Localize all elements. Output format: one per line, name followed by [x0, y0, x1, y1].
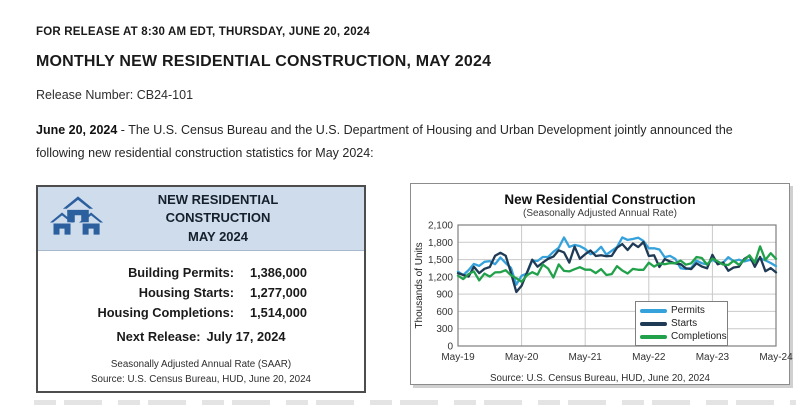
svg-text:Thousands of Units: Thousands of Units [414, 242, 425, 329]
houses-icon [50, 196, 106, 242]
building-permits-row [54, 265, 348, 280]
summary-box-header [38, 187, 364, 251]
starts-line-swatch [640, 322, 667, 326]
svg-text:1,500: 1,500 [427, 255, 453, 267]
legend-row-starts [640, 317, 723, 330]
chart-panel [410, 183, 793, 385]
chart-legend [635, 301, 728, 346]
housing-completions-value: 1,514,000 [250, 305, 307, 320]
housing-completions-label: Housing Completions: [97, 305, 234, 320]
svg-text:1,800: 1,800 [427, 237, 453, 249]
release-number: Release Number: CB24-101 [36, 88, 194, 102]
svg-text:May-19: May-19 [441, 352, 475, 363]
chart-source: Source: U.S. Census Bureau, HUD, June 20, 2024 [489, 373, 710, 384]
svg-text:0: 0 [447, 341, 453, 353]
summary-title-line1: NEW RESIDENTIAL [157, 191, 279, 207]
intro-paragraph [36, 119, 741, 165]
building-permits-value: 1,386,000 [250, 265, 307, 280]
svg-text:May-20: May-20 [504, 352, 539, 363]
svg-text:May-24: May-24 [759, 352, 793, 363]
next-release-value: July 17, 2024 [206, 329, 286, 344]
summary-box-body [38, 251, 364, 387]
building-permits-label: Building Permits: [128, 265, 234, 280]
chart-subtitle: (Seasonally Adjusted Annual Rate) [523, 208, 677, 219]
source-footnote: Source: U.S. Census Bureau, HUD, June 20, 2024 [90, 374, 311, 386]
housing-starts-label: Housing Starts: [138, 285, 234, 300]
line-chart-plot-area [412, 220, 793, 372]
legend-row-permits [640, 304, 723, 317]
legend-row-completions [640, 330, 727, 343]
intro-text: - The U.S. Census Bureau and the U.S. Department of Housing and Urban Development jointly announced the following new residential construction statistics for May 2024: [36, 123, 733, 161]
summary-footnotes [54, 357, 348, 387]
next-release-line [54, 329, 348, 344]
saar-footnote: Seasonally Adjusted Annual Rate (SAAR) [110, 359, 292, 370]
summary-box [36, 185, 366, 393]
legend-label-starts: Starts [671, 318, 698, 329]
legend-label-completions: Completions [671, 331, 727, 342]
svg-text:1,200: 1,200 [427, 272, 453, 284]
legend-label-permits: Permits [671, 305, 705, 316]
chart-title: New Residential Construction [504, 192, 696, 207]
svg-text:May-23: May-23 [695, 352, 730, 363]
svg-text:May-22: May-22 [632, 352, 666, 363]
page-title: MONTHLY NEW RESIDENTIAL CONSTRUCTION, MAY 2024 [36, 53, 492, 70]
completions-line-swatch [640, 335, 667, 339]
svg-text:300: 300 [436, 324, 453, 336]
housing-completions-row [54, 305, 348, 320]
summary-title-line3: MAY 2024 [188, 228, 248, 244]
housing-starts-value: 1,277,000 [250, 285, 307, 300]
svg-text:May-21: May-21 [568, 352, 602, 363]
next-release-label: Next Release: [116, 329, 201, 344]
permits-line-swatch [640, 309, 667, 313]
svg-text:2,100: 2,100 [427, 220, 453, 232]
intro-date: June 20, 2024 [36, 123, 118, 137]
cut-off-text-line [34, 400, 796, 405]
svg-text:600: 600 [436, 306, 453, 318]
summary-box-title [106, 191, 330, 246]
summary-title-line2: CONSTRUCTION [165, 210, 271, 226]
housing-starts-row [54, 285, 348, 300]
svg-text:900: 900 [436, 289, 453, 301]
release-line: FOR RELEASE AT 8:30 AM EDT, THURSDAY, JUNE 20, 2024 [36, 26, 370, 38]
